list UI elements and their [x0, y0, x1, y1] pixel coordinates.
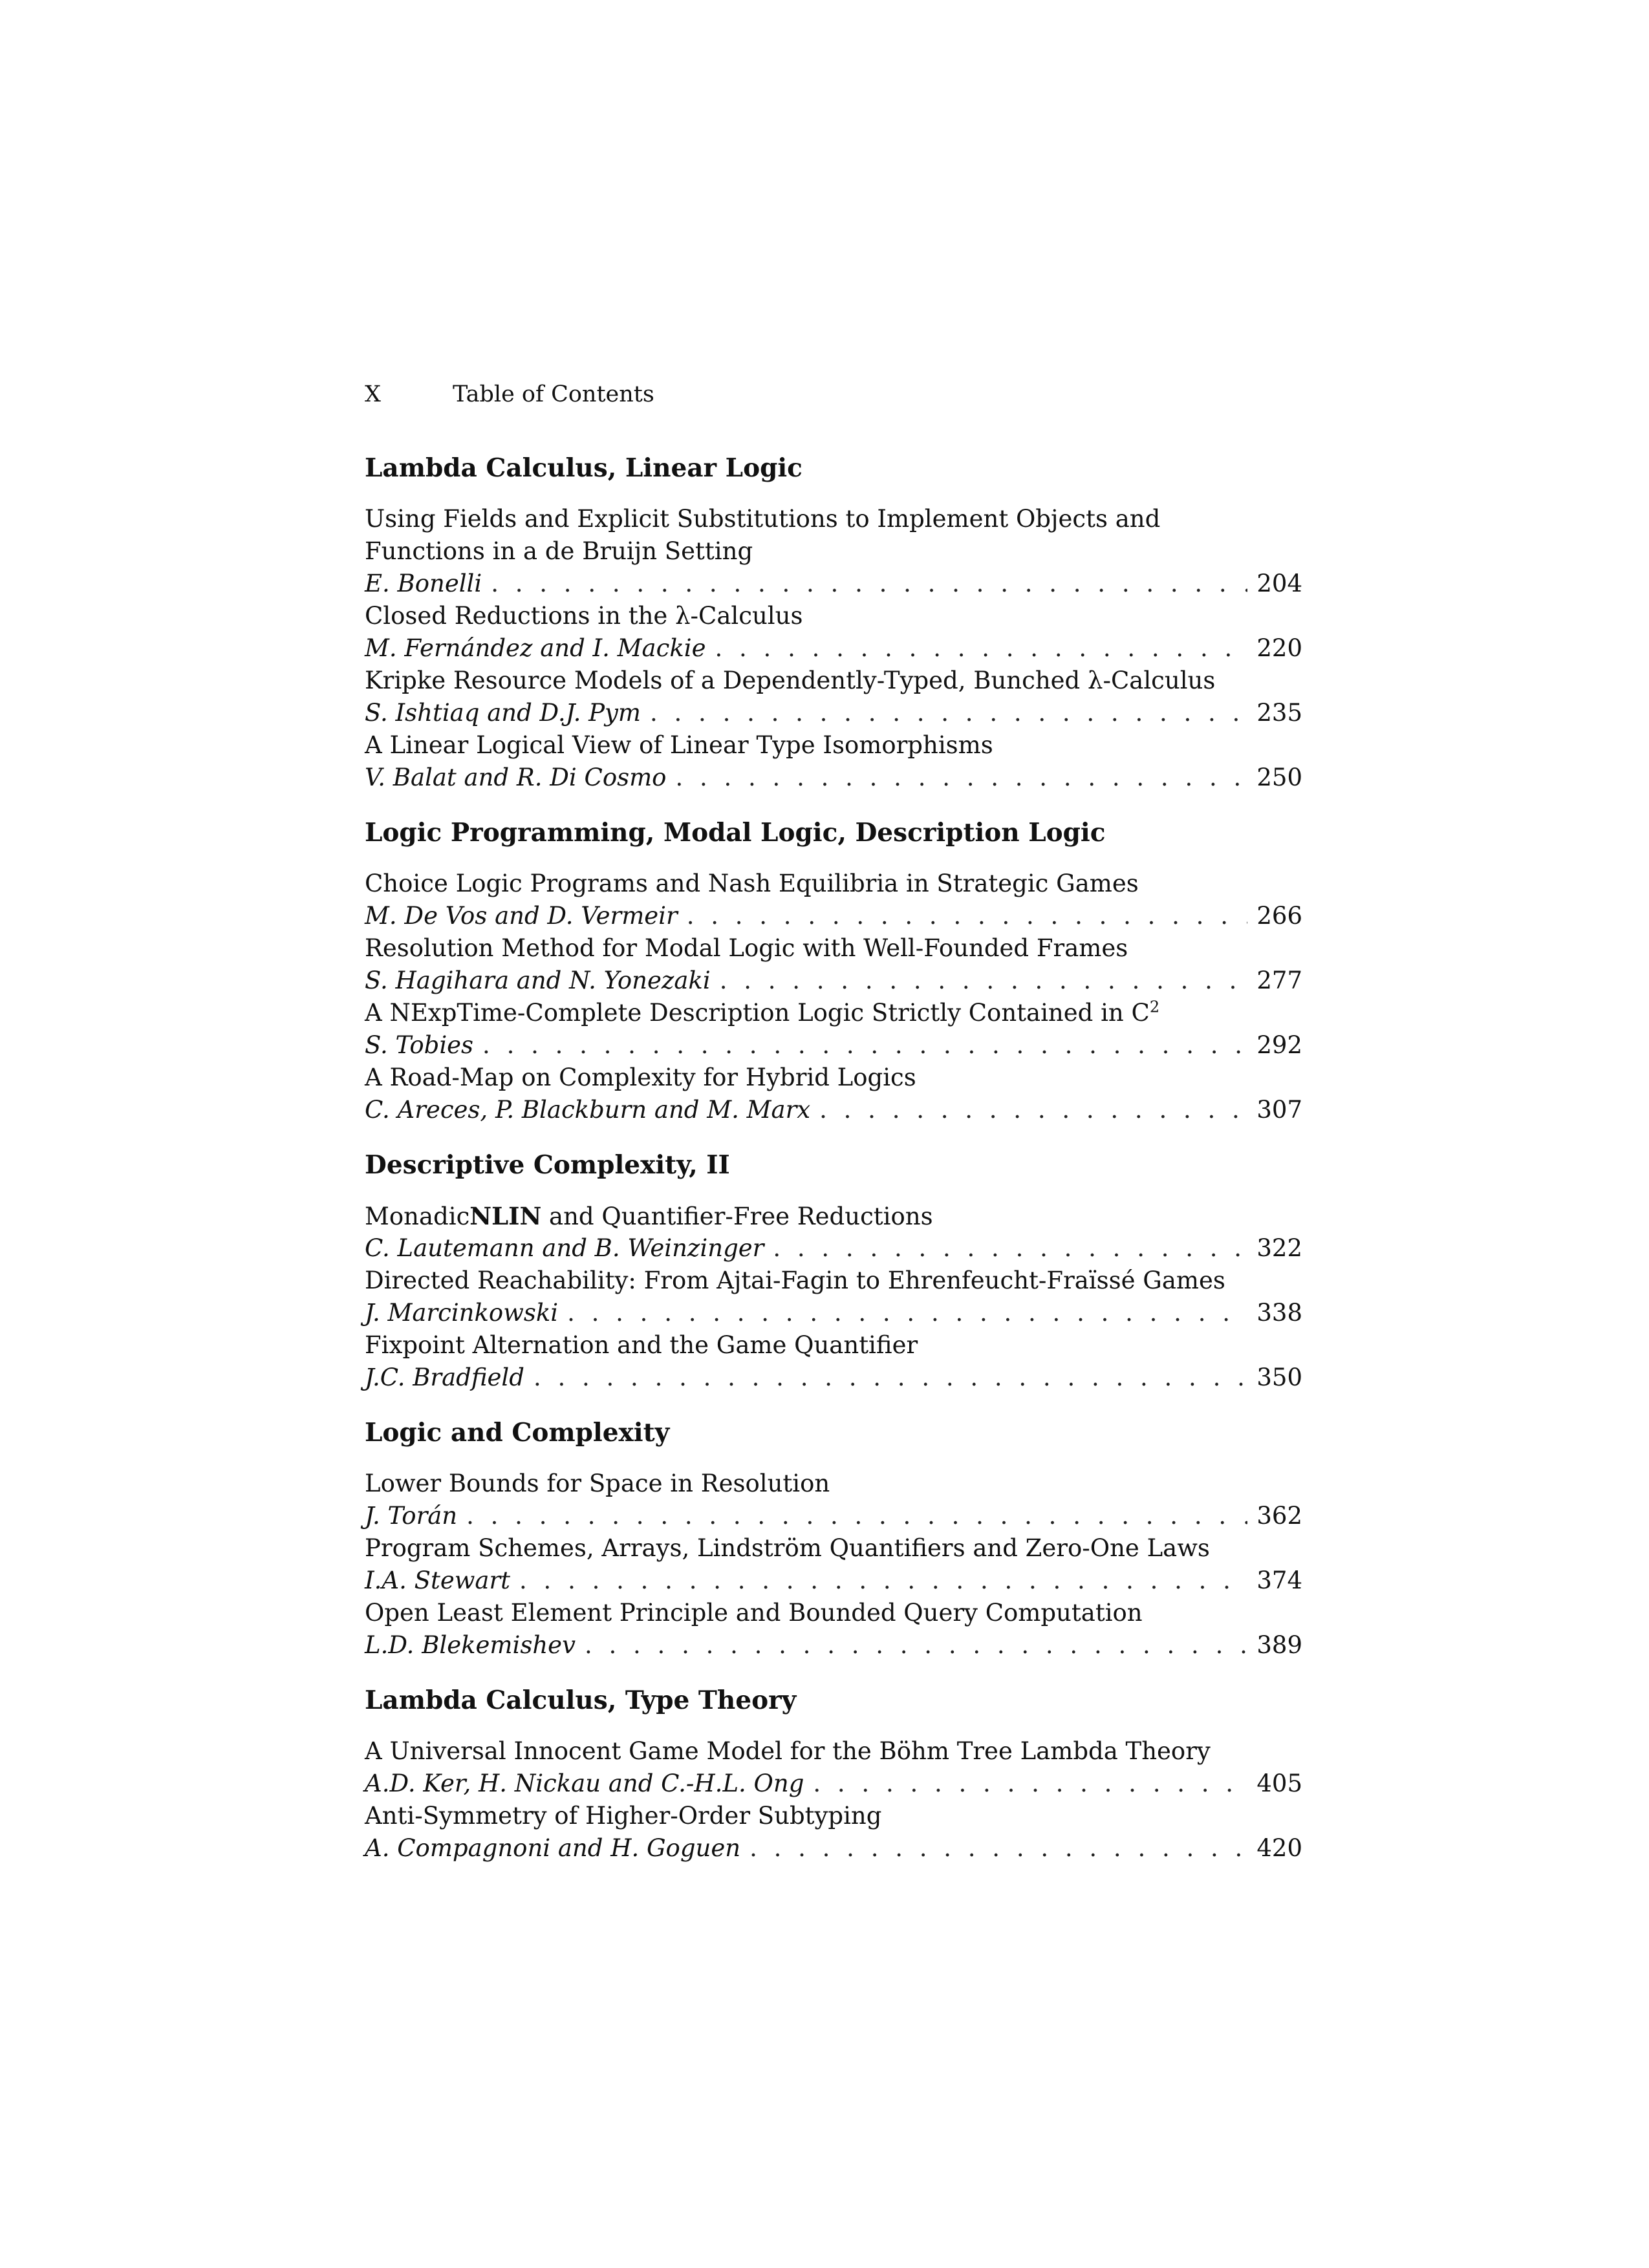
entry-page: 322: [1256, 1234, 1302, 1262]
entry-authors: C. Areces, P. Blackburn and M. Marx: [365, 1096, 811, 1124]
toc-entry: [365, 868, 1302, 932]
entry-title: A Road-Map on Complexity for Hybrid Logics: [365, 1064, 916, 1091]
entry-author-line: [365, 1232, 1302, 1265]
entry-title: Anti-Symmetry of Higher-Order Subtyping: [365, 1802, 882, 1830]
section-title: Logic and Complexity: [365, 1418, 670, 1448]
entry-page: 204: [1256, 570, 1302, 597]
entry-author-line: [365, 1629, 1302, 1662]
entry-title: A Linear Logical View of Linear Type Isomorphisms: [365, 731, 993, 759]
entry-author-line: [365, 965, 1302, 997]
toc-entry: [365, 1800, 1302, 1865]
toc-entry: [365, 1200, 1302, 1265]
entry-authors: I.A. Stewart: [365, 1567, 511, 1594]
entry-author-line: [365, 1768, 1302, 1800]
entry-author-line: [365, 1362, 1302, 1394]
entry-title-superscript: 2: [1149, 998, 1160, 1016]
dot-leader: [585, 1629, 1247, 1662]
entry-title: Kripke Resource Models of a Dependently-Typed, Bunched λ-Calculus: [365, 667, 1216, 694]
dot-leader: [819, 1094, 1247, 1126]
dot-leader: [650, 697, 1247, 729]
toc-entry: [365, 665, 1302, 729]
toc-section: [365, 454, 1302, 794]
toc-page: [365, 380, 1302, 1889]
entry-page: 250: [1256, 764, 1302, 791]
entry-title: [365, 1200, 1302, 1232]
entry-author-line: [365, 1297, 1302, 1329]
entry-title: Choice Logic Programs and Nash Equilibria in Strategic Games: [365, 870, 1139, 897]
dot-leader: [773, 1232, 1247, 1265]
dot-leader: [720, 965, 1248, 997]
entry-authors: J. Torán: [365, 1502, 458, 1530]
toc-entry: [365, 600, 1302, 665]
entry-author-line: [365, 568, 1302, 600]
entry-title: Closed Reductions in the λ-Calculus: [365, 602, 803, 630]
entry-authors: L.D. Blekemishev: [365, 1631, 576, 1659]
page-number: X: [365, 381, 381, 407]
entry-page: 350: [1256, 1364, 1302, 1391]
entry-authors: M. De Vos and D. Vermeir: [365, 902, 678, 930]
entry-page: 220: [1256, 634, 1302, 662]
entry-page: 374: [1256, 1567, 1302, 1594]
entry-title-prefix: Monadic: [365, 1203, 470, 1230]
entry-author-line: [365, 632, 1302, 665]
dot-leader: [675, 762, 1247, 794]
toc-entry: [365, 503, 1302, 600]
toc-entry: [365, 1597, 1302, 1662]
entry-title: Open Least Element Principle and Bounded Query Computation: [365, 1599, 1143, 1627]
toc-entry: [365, 1062, 1302, 1126]
entry-authors: J.C. Bradfield: [365, 1364, 524, 1391]
entry-title: Fixpoint Alternation and the Game Quantifier: [365, 1331, 918, 1359]
dot-leader: [466, 1500, 1247, 1532]
entry-page: 338: [1256, 1299, 1302, 1327]
entry-page: 362: [1256, 1502, 1302, 1530]
entry-authors: C. Lautemann and B. Weinzinger: [365, 1234, 764, 1262]
dot-leader: [491, 568, 1247, 600]
toc-entry: [365, 1265, 1302, 1329]
entry-title-text: A NExpTime-Complete Description Logic Strictly Contained in C: [365, 999, 1150, 1027]
entry-page: 389: [1256, 1631, 1302, 1659]
toc-entry: [365, 1468, 1302, 1532]
entry-author-line: [365, 697, 1302, 729]
entry-title: Functions in a de Bruijn Setting: [365, 537, 753, 565]
toc-section: [365, 1418, 1302, 1662]
entry-title-bold: NLIN: [469, 1202, 542, 1230]
section-title: Lambda Calculus, Type Theory: [365, 1685, 797, 1715]
toc-entry: [365, 1532, 1302, 1597]
entry-authors: V. Balat and R. Di Cosmo: [365, 764, 667, 791]
dot-leader: [482, 1029, 1247, 1062]
toc-entry: [365, 932, 1302, 997]
toc-entry: [365, 997, 1302, 1062]
entry-author-line: [365, 1094, 1302, 1126]
dot-leader: [813, 1768, 1247, 1800]
entry-authors: S. Tobies: [365, 1031, 474, 1059]
entry-author-line: [365, 1029, 1302, 1062]
entry-title: A Universal Innocent Game Model for the Böhm Tree Lambda Theory: [365, 1737, 1211, 1765]
entry-author-line: [365, 900, 1302, 932]
entry-title-rest: and Quantifier-Free Reductions: [541, 1203, 933, 1230]
entry-page: 292: [1256, 1031, 1302, 1059]
entry-page: 307: [1256, 1096, 1302, 1124]
toc-section: [365, 1151, 1302, 1394]
dot-leader: [534, 1362, 1247, 1394]
toc-section: [365, 818, 1302, 1126]
entry-authors: A.D. Ker, H. Nickau and C.-H.L. Ong: [365, 1770, 804, 1797]
entry-authors: E. Bonelli: [365, 570, 482, 597]
entry-title: Lower Bounds for Space in Resolution: [365, 1470, 830, 1497]
toc-entry: [365, 1735, 1302, 1800]
running-title: Table of Contents: [453, 381, 654, 407]
entry-title: [365, 997, 1302, 1029]
entry-author-line: [365, 1832, 1302, 1865]
dot-leader: [715, 632, 1248, 665]
toc-section: [365, 1686, 1302, 1865]
section-title: Lambda Calculus, Linear Logic: [365, 453, 803, 483]
dot-leader: [567, 1297, 1247, 1329]
section-title: Logic Programming, Modal Logic, Description Logic: [365, 818, 1106, 848]
entry-title: Resolution Method for Modal Logic with Well-Founded Frames: [365, 934, 1128, 962]
entry-page: 420: [1256, 1834, 1302, 1862]
dot-leader: [749, 1832, 1247, 1865]
entry-author-line: [365, 1565, 1302, 1597]
section-title: Descriptive Complexity, II: [365, 1150, 730, 1180]
entry-authors: S. Hagihara and N. Yonezaki: [365, 967, 711, 994]
entry-authors: A. Compagnoni and H. Goguen: [365, 1834, 741, 1862]
entry-page: 266: [1256, 902, 1302, 930]
entry-title: Directed Reachability: From Ajtai-Fagin to Ehrenfeucht-Fraïssé Games: [365, 1267, 1225, 1294]
entry-page: 277: [1256, 967, 1302, 994]
entry-author-line: [365, 762, 1302, 794]
entry-title: Using Fields and Explicit Substitutions to Implement Objects and: [365, 505, 1161, 533]
entry-authors: S. Ishtiaq and D.J. Pym: [365, 699, 641, 727]
dot-leader: [687, 900, 1248, 932]
entry-authors: J. Marcinkowski: [365, 1299, 559, 1327]
entry-title: Program Schemes, Arrays, Lindström Quantifiers and Zero-One Laws: [365, 1534, 1210, 1562]
toc-entry: [365, 729, 1302, 794]
entry-author-line: [365, 1500, 1302, 1532]
entry-authors: M. Fernández and I. Mackie: [365, 634, 706, 662]
dot-leader: [519, 1565, 1247, 1597]
running-head: [365, 380, 1302, 409]
entry-page: 235: [1256, 699, 1302, 727]
entry-page: 405: [1256, 1770, 1302, 1797]
toc-entry: [365, 1329, 1302, 1394]
